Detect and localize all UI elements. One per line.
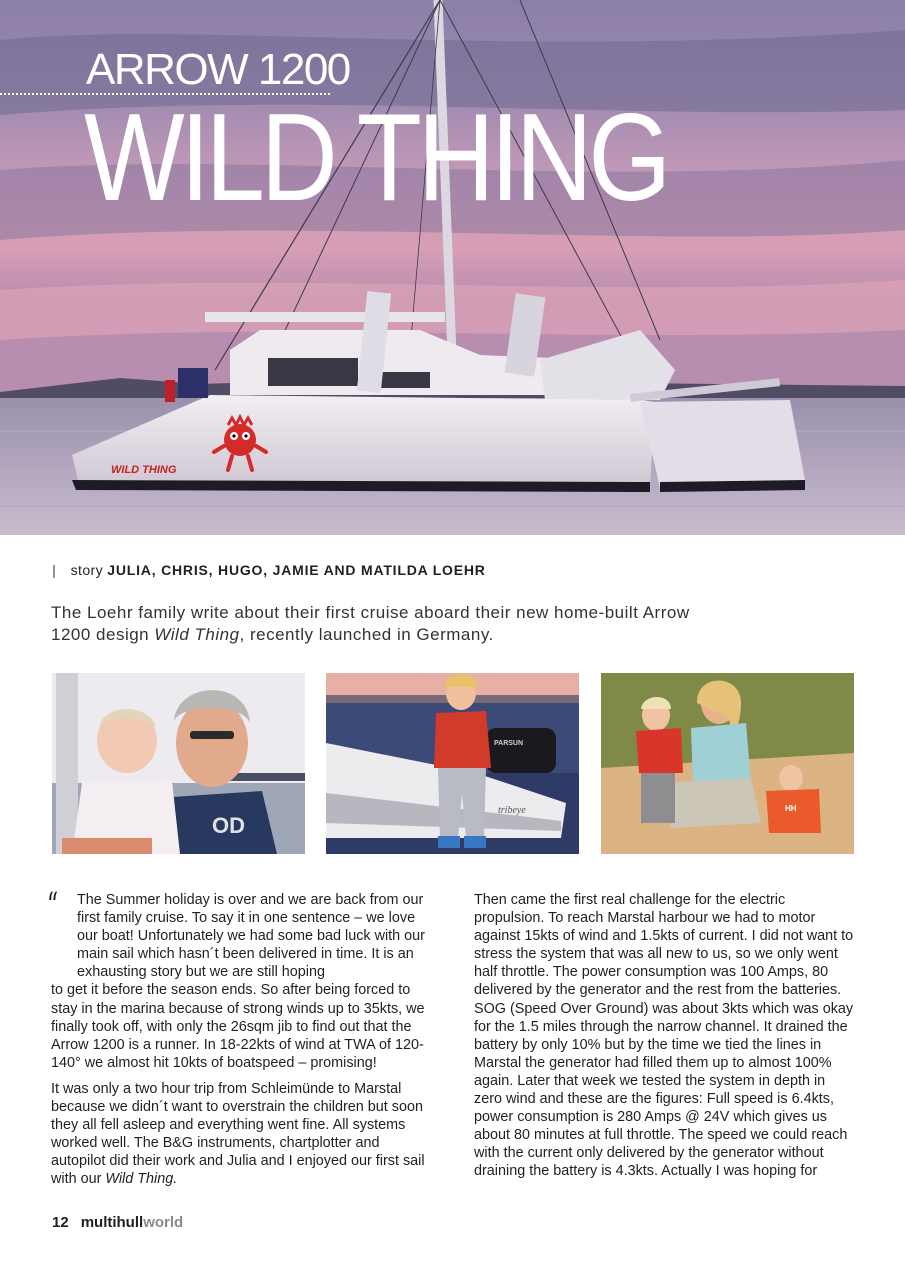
body-column-right	[474, 891, 856, 1189]
outboard-label: PARSUN	[494, 740, 524, 747]
byline-bar: |	[52, 562, 57, 578]
photo-boy-dinghy	[326, 673, 579, 854]
byline-prefix: story	[70, 562, 103, 578]
body-paragraph-text: It was only a two hour trip from Schleimünde to Marstal because we didn´t want to overstrain the children but soon they all fell asleep and everything went fine. All systems worked well. The B&G instruments, chartplotter and autopilot did their work and Julia and I enjoyed our first sail with our	[51, 1080, 425, 1188]
svg-text:OD: OD	[212, 813, 245, 838]
body-paragraph-rest: to get it before the season ends. So after being forced to stay in the marina because of strong winds up to 35kts, we finally took off, with only the 26sqm jib to find out that the Arrow 1200 is a runner. In 18-22kts of wind at TWA of 120-140° we almost hit 10kts of boatspeed – promising!	[51, 982, 425, 1071]
photo-mother-children	[601, 673, 854, 854]
body-paragraph	[51, 1080, 433, 1189]
intro-boat-name: Wild Thing	[154, 625, 240, 644]
magazine-brand: multihull	[80, 1214, 144, 1231]
photo-father-baby	[52, 673, 305, 854]
article-title: WILD THING	[84, 89, 668, 227]
lifejacket-logo: HH	[785, 804, 797, 813]
article-kicker: ARROW 1200	[86, 45, 350, 94]
intro-standfirst	[51, 602, 691, 646]
byline	[52, 562, 486, 578]
byline-authors: JULIA, CHRIS, HUGO, JAMIE AND MATILDA LOEHR	[107, 562, 486, 578]
body-boat-name: Wild Thing.	[105, 1171, 178, 1188]
body-paragraph: Then came the first real challenge for the electric propulsion. To reach Marstal harbour we had to motor against 15kts of wind and 1.5kts of current. I did not want to stress the system that was all new to us, so we only went half throttle. The power consumption was 100 Amps, 80 delivered by the generator and the rest from the batteries. SOG (Speed Over Ground) was about 3kts which was okay for the 1.5 miles through the narrow channel. It drained the battery by only 10% but by the time we tied the lines in Marstal the generator had filled them up to almost 100% again. Later that week we tested the system in depth in zero wind and these are the figures: Full speed is 6.4kts, power consumption is 280 Amps @ 24V which gives us about 80 minutes at full throttle. The speed we could reach with the current only delivered by the generator without draining the battery is 4.3kts. Actually I was hoping for	[474, 892, 854, 1180]
page-number: 12	[52, 1214, 69, 1231]
intro-text-after: , recently launched in Germany.	[239, 625, 494, 644]
body-paragraph	[51, 891, 433, 1072]
intro-text-before: The Loehr family write about their first cruise aboard their new home-built Arrow 1200 design	[51, 603, 690, 644]
hero-image	[0, 0, 905, 535]
body-column-left	[51, 891, 433, 1197]
page-footer	[52, 1214, 183, 1231]
dinghy-brand-text: tribeye	[498, 805, 526, 816]
magazine-brand-suffix: world	[143, 1214, 184, 1231]
body-dropcap-lines: The Summer holiday is over and we are back from our first family cruise. To say it in one sentence – we love our boat! Unfortunately we had some bad luck with our main sail which hasn´t been delivered in time. It is an exhausting story but we are still hoping	[77, 892, 425, 981]
open-quote-icon: “	[47, 886, 59, 927]
boat-name-text: WILD THING	[111, 464, 177, 476]
